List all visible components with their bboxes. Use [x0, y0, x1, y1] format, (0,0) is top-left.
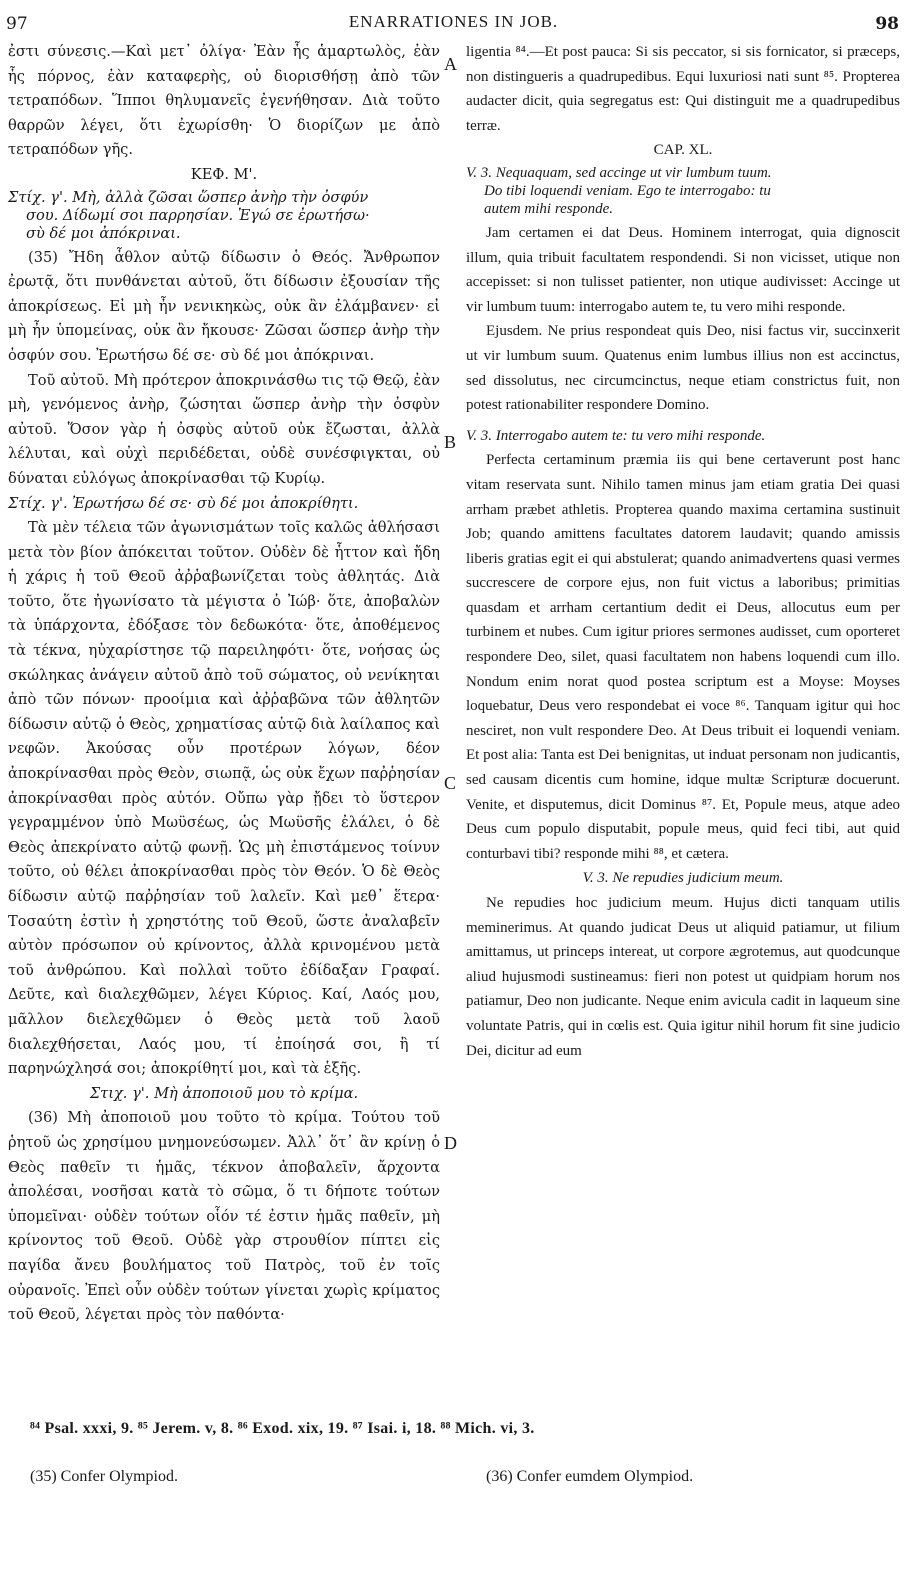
latin-verse-3: V. 3. Ne repudies judicium meum.	[582, 870, 784, 887]
footnotes: ⁸⁴ Psal. xxxi, 9. ⁸⁵ Jerem. v, 8. ⁸⁶ Exod. xix, 19. ⁸⁷ Isai. i, 18. ⁸⁸ Mich. vi, 3.	[30, 1420, 535, 1437]
greek-paragraph-2: (35) Ἤδη ἆθλον αὐτῷ δίδωσιν ὁ Θεός. Ἄνθρωπον ἐρωτᾷ, ὅτι πυνθάνεται αὐτοῦ, ὅτι δίδωσιν ἐξουσίαν τῆς ἀποκρίσεως. Εἰ μὴ ἦν νενικηκὼς, οὐκ ἂν ἐλάμβανεν· εἰ μὴ ἦν ὑπομείνας, οὐκ ἂν ἤκουσε· Ζῶσαι ὥσπερ ἀνὴρ τὴν ὀσφύν σου. Ἐρωτήσω δέ σε· σὺ δέ μοι ἀπόκριναι.	[8, 248, 440, 364]
running-header	[0, 6, 907, 36]
note-36: (36) Confer eumdem Olympiod.	[486, 1468, 694, 1485]
page-number-right: 98	[875, 14, 899, 34]
margin-letter-c: C	[444, 773, 457, 793]
latin-column	[466, 40, 900, 1063]
greek-chapter-heading: ΚΕΦ. Μ'.	[190, 165, 258, 183]
latin-paragraph-5: Ne repudies hoc judicium meum. Hujus dicti tanquam utilis meminerimus. At quando judicat Deus ut aliquid patiamur, ut filium amittamus, ut princeps intereat, ut corpore ægrotemus, aut quodcunque aliud hujusmodi sustineamus: fieri non potest ut quidpiam horum nos patiamur, Deo non judicante. Neque enim avicula cadit in laqueum sine voluntate Patris, qui in cœlis est. Quia igitur nihil horum fit sine judicio Dei, dicitur ad eum	[466, 895, 900, 1059]
latin-paragraph-4: Perfecta certaminum præmia iis qui bene certaverunt post hanc vitam reservata sunt. Nihilo tamen minus jam etiam gratia Dei quasi arrham præbet athletis. Propterea quando maxima certamina sustinuit Job; quando amittens facultates datorem laudavit; quando amissis liberis gratias egit ei qui abstulerat; quando animadvertens quasi vermes succrescere de corpore ejus, non fuit victus a laboribus; primitias quasdam et arrham certantium dedit ei Deus, allocutus eum per turbinem et nubes. Cum igitur priores sermones audisset, cum oporteret respondere Deo, silet, quasi facultatem non habens loquendi cum illo. Nondum enim norat quod postea scriptum est a Moyse: Moyses loquebatur, Deus vero respondebat ei voce ⁸⁶. Tanquam igitur qui hoc nesciret, non vult respondere Deo. At Deus tribuit ei loquendi veniam. Et post alia: Tanta est Dei benignitas, ut induat personam non judicantis, sed causam dicentis cum homine, idque multæ Scripturæ docuerunt. Venite, et disputemus, dicit Dominus ⁸⁷. Et, Popule meus, atque adeo Deus cum populo disputabit, popule meus, quid feci tibi, aut quid conturbavi tibi? responde mihi ⁸⁸, et cætera.	[466, 452, 901, 862]
greek-verse-1-line-3: σὺ δέ μοι ἀπόκριναι.	[26, 224, 181, 242]
margin-letter-b: B	[444, 432, 457, 452]
page-number-left: 97	[6, 14, 28, 34]
latin-verse-1-line-2: Do tibi loquendi veniam. Ego te interrogabo: tu	[484, 182, 771, 199]
latin-verse-2: V. 3. Interrogabo autem te: tu vero mihi responde.	[466, 427, 766, 444]
latin-paragraph-3: Ejusdem. Ne prius respondeat quis Deo, nisi factus vir, succinxerit ut vir lumbum suum. Quatenus enim lumbus illius non est accinctus, sed dissolutus, nec circumcinctus, neque etiam constrictus fuit, non potest rationabiliter respondere Domino.	[466, 323, 900, 414]
margin-letter-d: D	[444, 1133, 457, 1153]
greek-verse-1-line-1: Στίχ. γ'. Μὴ, ἀλλὰ ζῶσαι ὥσπερ ἀνὴρ τὴν ὀσφύν	[8, 188, 369, 206]
latin-paragraph-2: Jam certamen ei dat Deus. Hominem interrogat, quia dignoscit illum, quia tribuit facultatem respondendi. Si non vicisset, utique non accepisset: si non tulisset patienter, non utique audivisset: Accinge ut vir lumbum tuum: interrogabo autem te, tu vero mihi responde.	[466, 224, 900, 315]
latin-chapter-heading: CAP. XL.	[653, 142, 713, 159]
margin-letter-a: A	[444, 54, 457, 74]
greek-verse-3: Στιχ. γ'. Μὴ ἀποποιοῦ μου τὸ κρίμα.	[89, 1084, 359, 1102]
latin-verse-1-line-1: V. 3. Nequaquam, sed accinge ut vir lumbum tuum.	[466, 164, 772, 181]
latin-verse-1-line-3: autem mihi responde.	[484, 200, 614, 217]
greek-column	[8, 40, 440, 1328]
greek-verse-1	[8, 189, 440, 243]
greek-paragraph-3: Τοῦ αὐτοῦ. Μὴ πρότερον ἀποκρινάσθω τις τῷ Θεῷ, ἐὰν μὴ, γενόμενος ἀνὴρ, ζώσηται ὥσπερ ἀνὴρ τὴν ὀσφὺν αὐτοῦ. Ὅσον γὰρ ἡ ὀσφὺς αὐτοῦ οὐκ ἔζωσται, ἀλλὰ λέλυται, καὶ οὐχὶ περιδέδεται, οὐδὲ συνέσφιγκται, οὐ δύναται εὐλόγως ἀποκρίνασθαι τῷ Κυρίῳ.	[8, 371, 440, 487]
greek-paragraph-4: Τὰ μὲν τέλεια τῶν ἀγωνισμάτων τοῖς καλῶς ἀθλήσασι μετὰ τὸν βίον ἀπόκειται τοῦτον. Οὐδὲν δὲ ἧττον καὶ ἤδη ἡ χάρις ἡ τοῦ Θεοῦ ἀῤῥαβωνίζεται τοὺς ἀθλητάς. Διὰ τοῦτο, ὅτε ἠγωνίσατο τὰ μέγιστα ὁ Ἰώβ· ὅτε, ἀποβαλὼν τὰ ὑπάρχοντα, ἐδόξασε τὸν δεδωκότα· ὅτε, ἀποθέμενος τὰ τέκνα, ηὐχαρίστησε τῷ παρειληφότι· ὅτε, νοήσας ὡς σκώληκας ἀνάγειν αὐτοῦ ἀπὸ τοῦ σώματος, οὐ νενίκηται ἀπὸ τῶν πόνων· προοίμια καὶ ἀῤῥαβῶνα τῶν ἀθλητῶν δίδωσιν αὐτῷ ὁ Θεὸς, χρηματίσας αὐτῷ διὰ λαίλαπος καὶ νεφῶν. Ἀκούσας οὖν προτέρων λόγων, δέον ἀποκρίνασθαι πρὸς Θεὸν, σιωπᾷ, ὡς οὐκ ἔχων παῤῥησίαν ἀποκρίνασθαι πρὸς αὐτόν. Οὔπω γὰρ ᾔδει τὸ ὕστερον γεγραμμένον ὑπὸ Μωϋσέως, ὡς Μωϋσῆς ἐλάλει, ὁ δὲ Θεὸς ἀπεκρίνατο αὐτῷ φωνῇ. Ὡς μὴ ἐπιστάμενος τοίνυν τοῦτο, οὐ θέλει ἀποκρίνασθαι πρὸς τὸν Θεόν. Ὁ δὲ Θεὸς δίδωσιν αὐτῷ παῤῥησίαν τοῦ λαλεῖν. Καὶ μεθ᾽ ἕτερα· Τοσαύτη ἐστὶν ἡ χρηστότης τοῦ Θεοῦ, ὥστε ἀναλαβεῖν αὐτὸν πρόσωπον οὐ κρίνοντος, ἀλλὰ κρινομένου μετὰ τοῦ ἀνθρώπου. Καὶ πολλαὶ τοῦτο ἐδίδαξαν Γραφαί. Δεῦτε, καὶ διαλεχθῶμεν, λέγει Κύριος. Καί, Λαός μου, μᾶλλον διελεχθῶμεν ὁ Θεὸς μετὰ τοῦ λαοῦ διαλεχθήσεται, Λαός μου, τί ἐποίησά σοι, ἢ τί παρηνώχλησά σοι; ἀποκρίθητί μοι, καὶ τὰ ἑξῆς.	[8, 519, 440, 1078]
note-35: (35) Confer Olympiod.	[30, 1468, 178, 1485]
greek-paragraph-1: ἐστι σύνεσις.—Καὶ μετ᾽ ὀλίγα· Ἐὰν ἧς ἁμαρτωλὸς, ἐὰν ἧς πόρνος, ἐὰν καταφερὴς, οὐ διορισθήσῃ ἀπὸ τῶν τετραπόδων. Ἵπποι θηλυμανεῖς ἐγενήθησαν. Διὰ τοῦτο θαρρῶν λέγει, ὅτι ἐχωρίσθη· Ὁ διορίζων με ἀπὸ τετραπόδων γῆς.	[8, 43, 440, 159]
latin-paragraph-1: ligentia ⁸⁴.—Et post pauca: Si sis peccator, si sis fornicator, si præceps, non distingueris a quadrupedibus. Equi luxuriosi nati sunt ⁸⁵. Propterea audacter dicit, quia segregatus est: Qui distinguit me a quadrupedibus terræ.	[466, 44, 900, 134]
greek-verse-1-line-2: σου. Δίδωμί σοι παρρησίαν. Ἐγώ σε ἐρωτήσω·	[26, 206, 370, 224]
running-title: ENARRATIONES IN JOB.	[348, 12, 559, 31]
latin-verse-1	[466, 164, 900, 218]
greek-verse-2: Στίχ. γ'. Ἐρωτήσω δέ σε· σὺ δέ μοι ἀποκρίθητι.	[8, 494, 359, 512]
greek-paragraph-5: (36) Μὴ ἀποποιοῦ μου τοῦτο τὸ κρίμα. Τούτου τοῦ ῥητοῦ ὡς χρησίμου μνημονεύσωμεν. Ἀλλ᾽ ὅτ᾽ ἂν κρίνῃ ὁ Θεὸς παθεῖν τι ἡμᾶς, τέκνον ἀποβαλεῖν, ἄρχοντα ἀπολέσαι, νοσῆσαι κατὰ τὸ σῶμα, ὅ τι δήποτε τούτων ὑπομεῖναι· οὐδὲν τούτων οἷόν τέ ἐστιν ἡμᾶς παθεῖν, μὴ κρίνοντος τοῦ Θεοῦ. Οὐδὲ γὰρ στρουθίον πίπτει εἰς παγίδα ἄνευ βουλήματος τοῦ Πατρὸς, τοῦ ἐν τοῖς οὐρανοῖς. Ἐπεὶ οὖν οὐδὲν τούτων γίνεται χωρὶς κρίματος τοῦ Θεοῦ, λέγεται πρὸς τὸν παθόντα·	[8, 1109, 440, 1324]
